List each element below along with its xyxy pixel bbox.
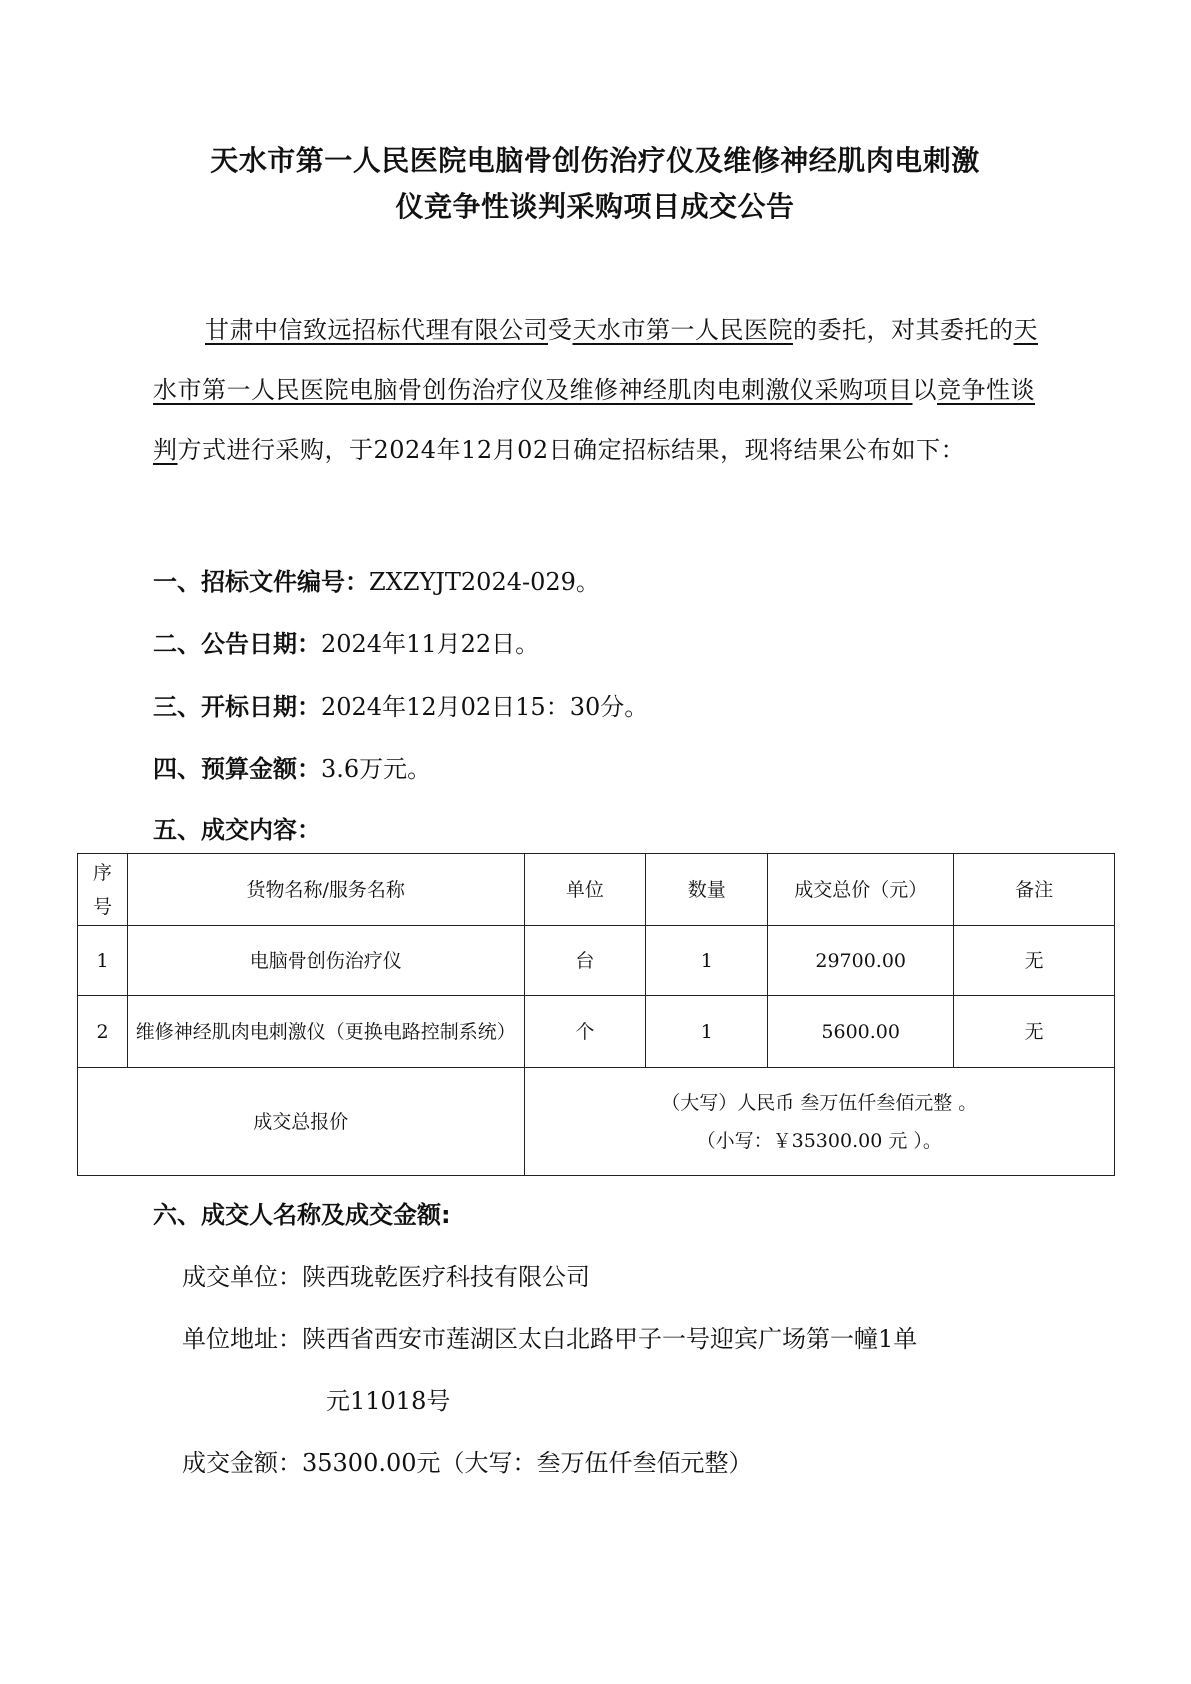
company-name: 陕西珑乾医疗科技有限公司 (302, 1263, 590, 1291)
cell-name: 维修神经肌肉电刺激仪（更换电路控制系统） (127, 996, 524, 1068)
cell-no: 2 (78, 996, 128, 1068)
agent-name: 甘肃中信致远招标代理有限公司 (205, 316, 548, 344)
section-value: ZXZYJT2024-029。 (369, 568, 600, 596)
section-opening-date (153, 690, 648, 724)
section-label: 四、预算金额： (153, 755, 321, 783)
total-upper: （大写）人民币 叁万伍仟叁佰元整 。 (661, 1091, 978, 1114)
cell-qty: 1 (646, 926, 768, 996)
header-cell: 单位 (524, 854, 646, 926)
section-label: 五、成交内容： (153, 816, 321, 844)
amount-label: 成交金额： (182, 1449, 302, 1477)
section-budget (153, 752, 431, 786)
cell-unit: 个 (524, 996, 646, 1068)
procurement-method: 竞争性谈判 (153, 376, 1035, 464)
address-label: 单位地址： (182, 1325, 302, 1353)
winner-amount (182, 1446, 753, 1480)
winner-address (182, 1322, 917, 1356)
title-line-2: 仪竞争性谈判采购项目成交公告 (395, 190, 795, 223)
address-line-1: 陕西省西安市莲湖区太白北路甲子一号迎宾广场第一幢1单 (302, 1325, 918, 1353)
intro-text-1: 受 (548, 316, 573, 344)
total-label: 成交总报价 (78, 1068, 525, 1176)
intro-text-4: 方式进行采购，于2024年12月02日确定招标结果，现将结果公布如下： (177, 436, 966, 464)
winner-address-cont (326, 1384, 450, 1418)
table-header-row (78, 854, 1115, 926)
title-line-1: 天水市第一人民医院电脑骨创伤治疗仪及维修神经肌肉电刺激 (210, 144, 980, 177)
section-tender-number (153, 565, 600, 599)
intro-text-3: 以 (912, 376, 937, 404)
section-label: 一、招标文件编号： (153, 568, 369, 596)
cell-unit: 台 (524, 926, 646, 996)
winner-company (182, 1260, 590, 1294)
cell-qty: 1 (646, 996, 768, 1068)
client-name: 天水市第一人民医院 (572, 316, 793, 344)
header-cell: 货物名称/服务名称 (127, 854, 524, 926)
header-cell: 序号 (78, 854, 128, 926)
section-announcement-date (153, 627, 539, 661)
section-winner (153, 1198, 451, 1232)
header-cell: 成交总价（元） (768, 854, 954, 926)
deal-table (77, 853, 1115, 1176)
total-lower: （小写：￥35300.00 元 ）。 (696, 1129, 942, 1152)
document-title (140, 138, 1050, 230)
intro-paragraph (153, 300, 1043, 480)
table-row (78, 996, 1115, 1068)
table-total-row (78, 1068, 1115, 1176)
cell-no: 1 (78, 926, 128, 996)
cell-name: 电脑骨创伤治疗仪 (127, 926, 524, 996)
cell-note: 无 (954, 926, 1115, 996)
header-cell: 数量 (646, 854, 768, 926)
header-cell: 备注 (954, 854, 1115, 926)
section-value: 3.6万元。 (321, 755, 432, 783)
address-line-2: 元11018号 (326, 1387, 451, 1415)
section-label: 六、成交人名称及成交金额: (153, 1201, 451, 1229)
section-label: 三、开标日期： (153, 693, 321, 721)
table-row (78, 926, 1115, 996)
company-label: 成交单位： (182, 1263, 302, 1291)
section-value: 2024年12月02日15：30分。 (321, 693, 649, 721)
section-label: 二、公告日期： (153, 630, 321, 658)
total-amount (524, 1068, 1115, 1176)
intro-text-2: 的委托，对其委托的 (793, 316, 1014, 344)
amount-value: 35300.00元（大写：叁万伍仟叁佰元整） (302, 1449, 753, 1477)
cell-price: 5600.00 (768, 996, 954, 1068)
section-value: 2024年11月22日。 (321, 630, 540, 658)
cell-price: 29700.00 (768, 926, 954, 996)
project-name: 天水市第一人民医院电脑骨创伤治疗仪及维修神经肌肉电刺激仪采购项目 (153, 316, 1038, 404)
section-deal-content (153, 813, 321, 847)
cell-note: 无 (954, 996, 1115, 1068)
